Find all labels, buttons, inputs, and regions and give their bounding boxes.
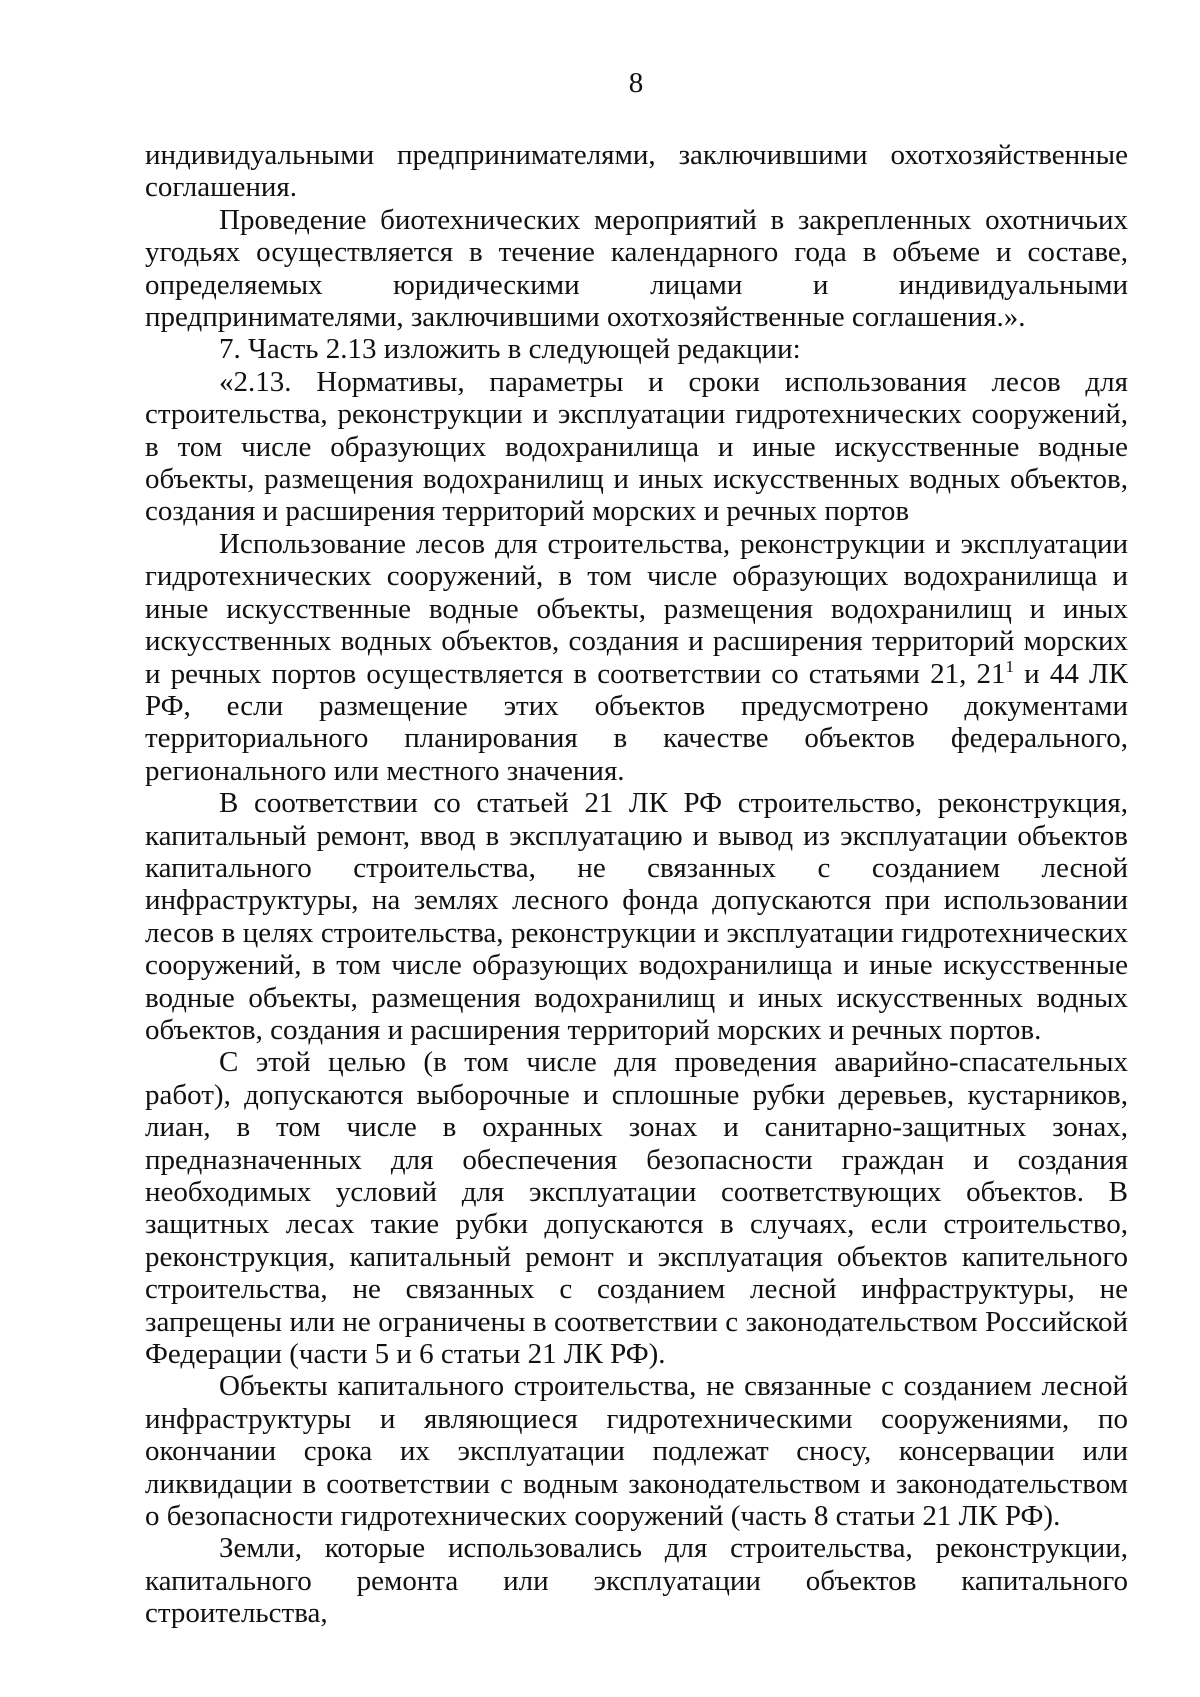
article-superscript: 1 (1005, 656, 1014, 676)
paragraph-7: С этой целью (в том числе для проведения аварийно-спасательных работ), допускаются выборочные и сплошные рубки деревьев, кустарников, лиан, в том числе в охранных зонах и санитарно-защитных зонах, предназначенных для обеспечения безопасности граждан и создания необходимых условий для эксплуатации соответствующих объектов. В защитных лесах такие рубки допускаются в случаях, если строительство, реконструкция, капитальный ремонт и эксплуатация объектов капительного строительства, не связанных с созданием лесной инфраструктуры, не запрещены или не ограничены в соответствии с законодательством Российской Федерации (части 5 и 6 статьи 21 ЛК РФ). (145, 1046, 1128, 1371)
paragraph-2: Проведение биотехнических мероприятий в закрепленных охотничьих угодьях осуществляется в течение календарного года в объеме и составе, определяемых юридическими лицами и индивидуальными предпринимателями, заключившими охотхозяйственные соглашения.». (145, 203, 1128, 334)
paragraph-5-text-before: Использование лесов для строительства, реконструкции и эксплуатации гидротехнических сооружений, в том числе образующих водохранилища и иные искусственные водные объекты, размещения водохранилищ и иных искусственных водных объектов, создания и расширения территорий морских и речных портов осуществляется в соответствии со статьями 21, 21 (145, 527, 1128, 690)
paragraph-4: «2.13. Нормативы, параметры и сроки использования лесов для строительства, реконструкции и эксплуатации гидротехнических сооружений, в том числе образующих водохранилища и иные искусственные водные объекты, размещения водохранилищ и иных искусственных водных объектов, создания и расширения территорий морских и речных портов (145, 365, 1128, 528)
page-number: 8 (628, 67, 644, 99)
paragraph-8: Объекты капитального строительства, не связанные с созданием лесной инфраструктуры и являющиеся гидротехническими сооружениями, по окончании срока их эксплуатации подлежат сносу, консервации или ликвидации в соответствии с водным законодательством и законодательством о безопасности гидротехнических сооружений (часть 8 статьи 21 ЛК РФ). (145, 1370, 1128, 1533)
paragraph-5-text-after: и 44 ЛК РФ, если размещение этих объектов предусмотрено документами территориального планирования в качестве объектов федерального, регионального или местного значения. (145, 657, 1128, 787)
document-body (145, 139, 1128, 1630)
paragraph-6: В соответствии со статьей 21 ЛК РФ строительство, реконструкция, капитальный ремонт, ввод в эксплуатацию и вывод из эксплуатации объектов капитального строительства, не связанных с созданием лесной инфраструктуры, на землях лесного фонда допускаются при использовании лесов в целях строительства, реконструкции и эксплуатации гидротехнических сооружений, в том числе образующих водохранилища и иные искусственные водные объекты, размещения водохранилищ и иных искусственных водных объектов, создания и расширения территорий морских и речных портов. (145, 787, 1128, 1046)
paragraph-1: индивидуальными предпринимателями, заключившими охотхозяйственные соглашения. (145, 139, 1128, 204)
paragraph-9: Земли, которые использовались для строительства, реконструкции, капитального ремонта или эксплуатации объектов капитального строительства, (145, 1532, 1128, 1630)
paragraph-5 (145, 528, 1128, 787)
paragraph-3: 7. Часть 2.13 изложить в следующей редакции: (219, 333, 801, 366)
